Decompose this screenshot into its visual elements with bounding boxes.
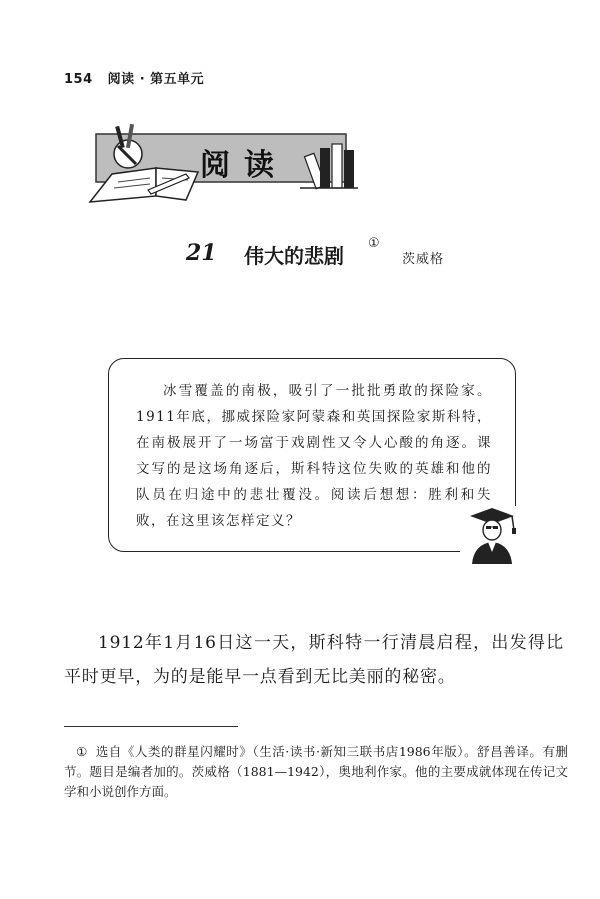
lesson-title: 伟大的悲剧 [244, 244, 344, 268]
footnote [64, 742, 568, 802]
body-paragraph: 1912年1月16日这一天，斯科特一行清晨启程，出发得比平时更早，为的是能早一点看到无比美丽的秘密。 [64, 633, 564, 687]
footnote-divider [64, 726, 238, 727]
author-name: 茨威格 [402, 252, 445, 267]
banner-title: 阅读 [200, 148, 288, 183]
page-number: 154 [64, 72, 93, 87]
footnote-mark: ① [76, 744, 88, 759]
page-header [64, 68, 204, 87]
intro-text: 冰雪覆盖的南极，吸引了一批批勇敢的探险家。1911年底，挪威探险家阿蒙森和英国探险家斯科特，在南极展开了一场富于戏剧性又令人心酸的角逐。课文写的是这场角逐后，斯科特这位失败的英雄和他的队员在归途中的悲壮覆没。阅读后想想：胜利和失败，在这里该怎样定义？ [136, 383, 492, 529]
footnote-text: 选自《人类的群星闪耀时》（生活·读书·新知三联书店1986年版）。舒昌善译。有删节。题目是编者加的。茨威格（1881—1942），奥地利作家。他的主要成就体现在传记文学和小说创作方面。 [64, 744, 568, 799]
graduate-scholar-icon [460, 506, 522, 564]
title-footnote-mark: ① [368, 236, 380, 251]
lesson-number: 21 [186, 240, 217, 266]
section-label: 阅读 · 第五单元 [107, 72, 205, 87]
lesson-title-row [0, 236, 600, 276]
